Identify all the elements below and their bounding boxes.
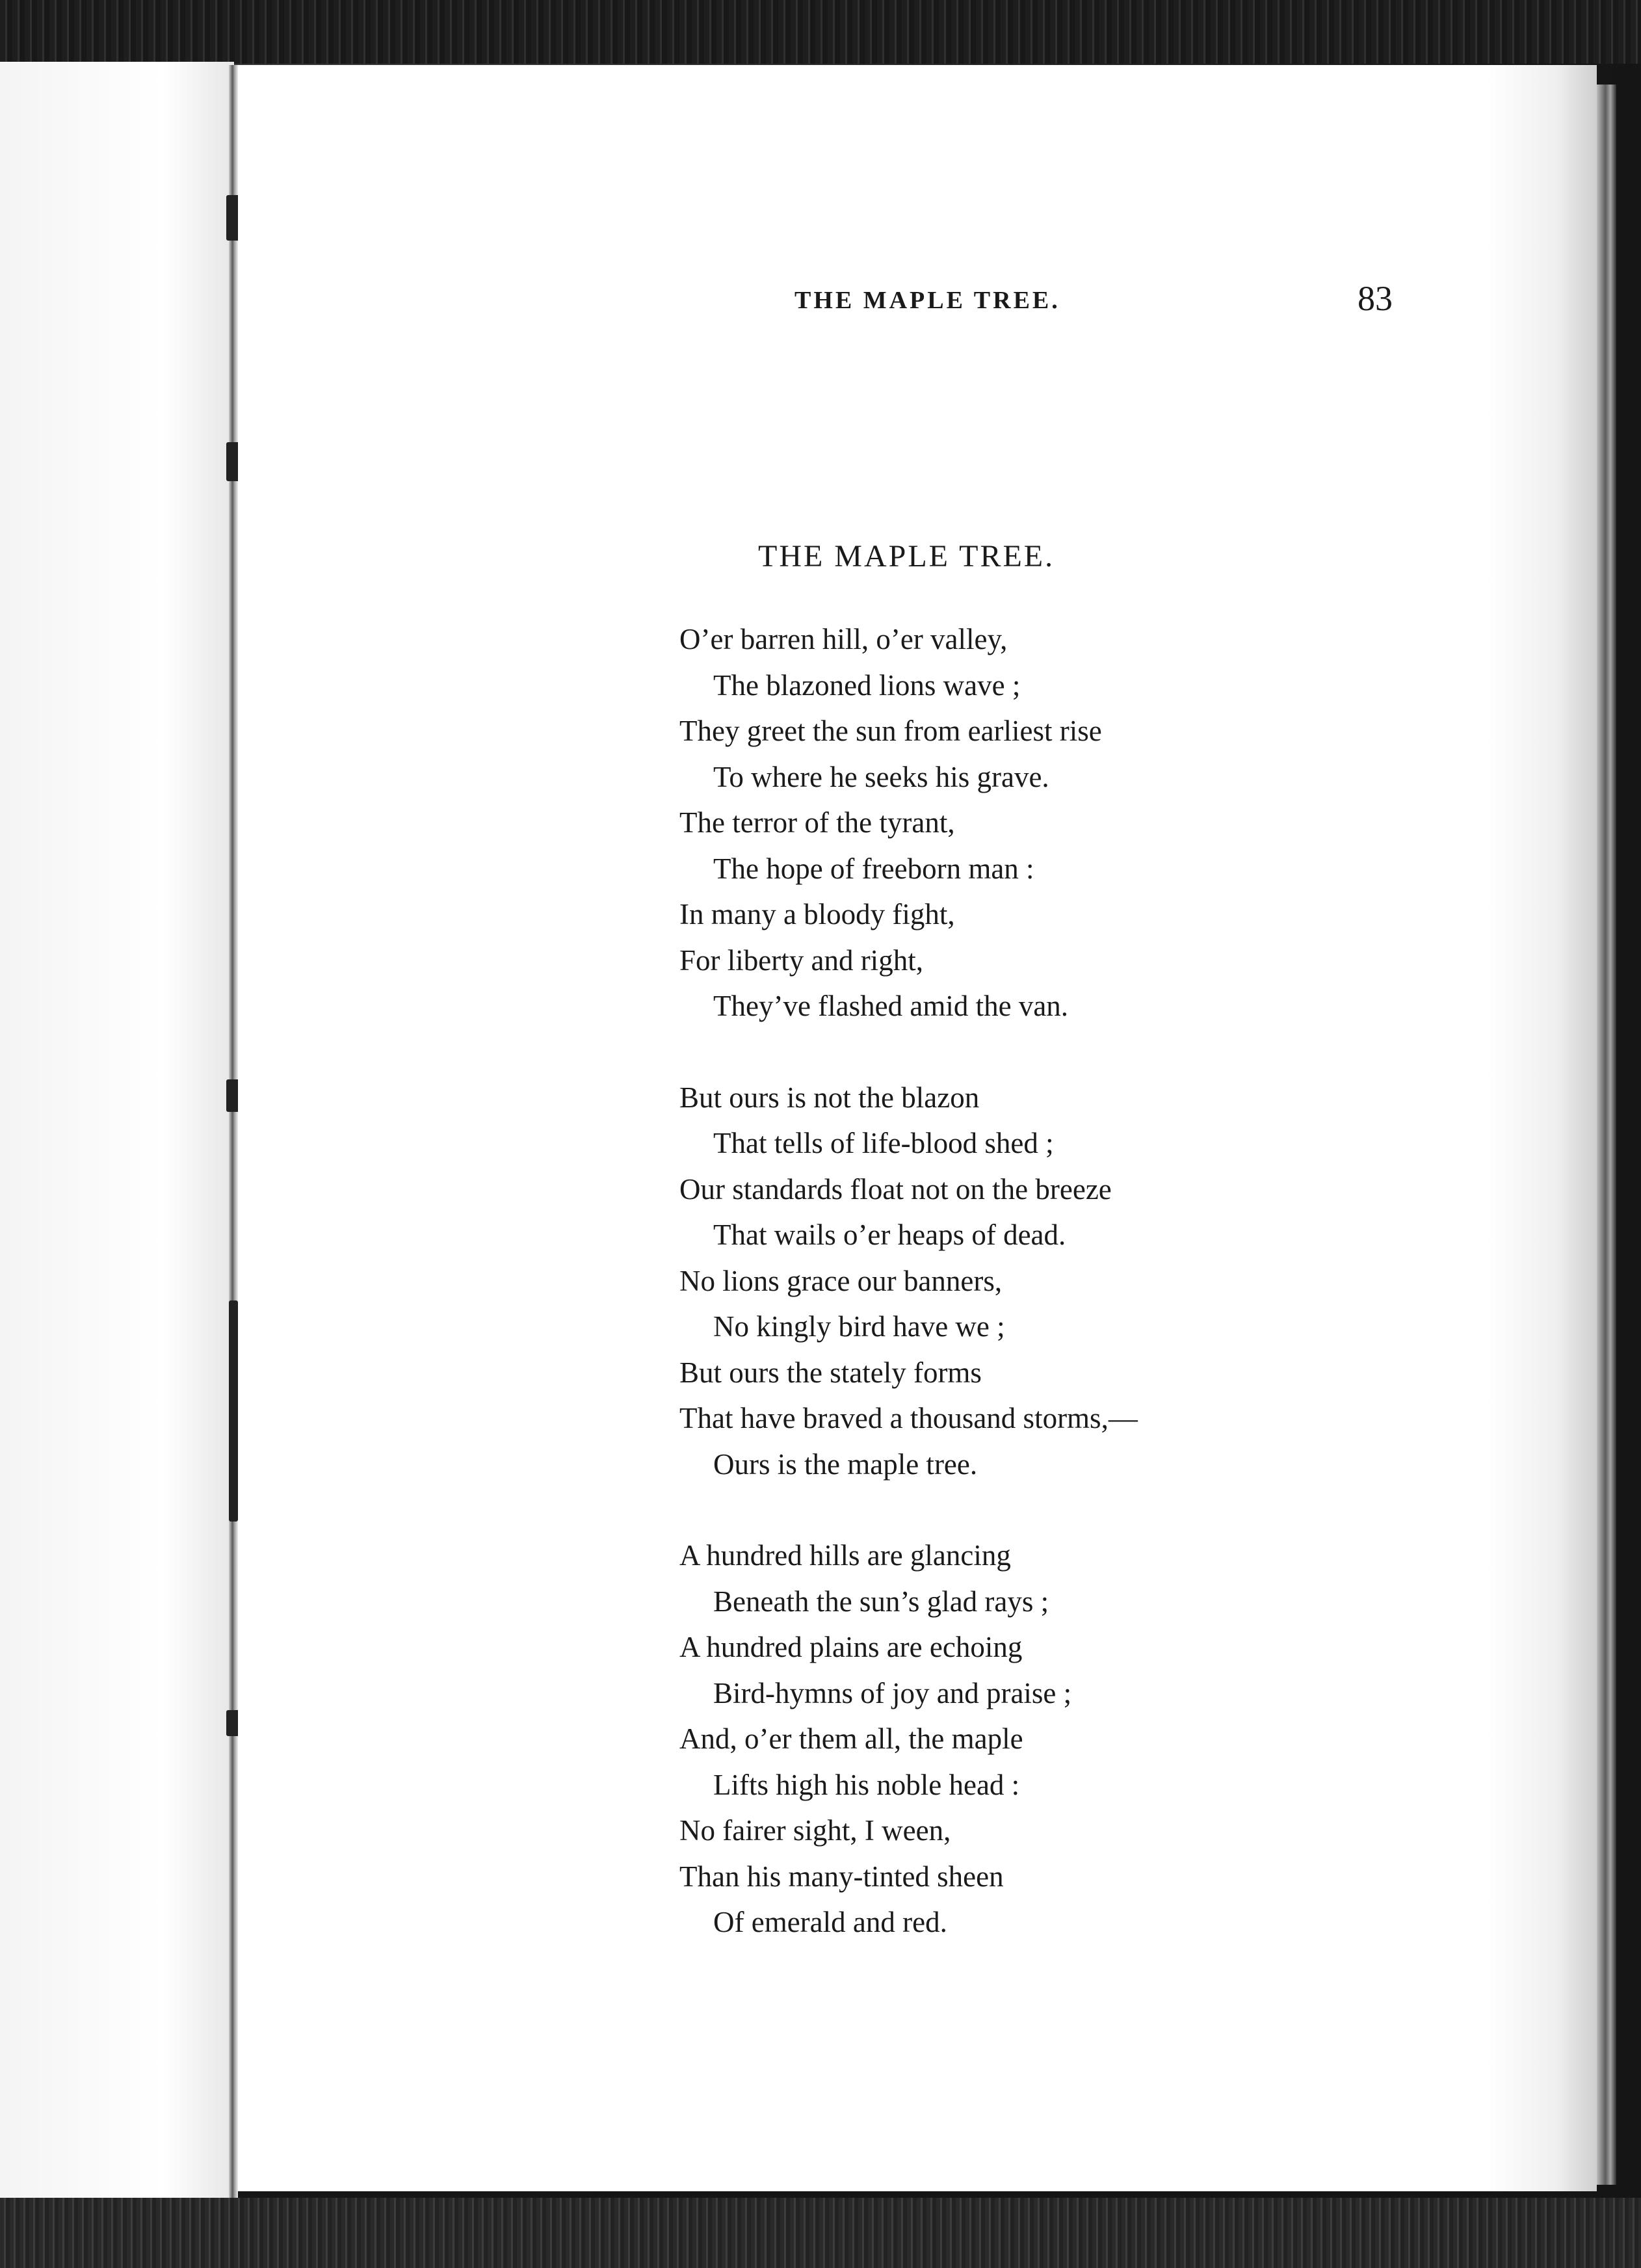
poem-line: Our standards float not on the breeze bbox=[679, 1172, 1112, 1206]
poem-line: Than his many-tinted sheen bbox=[679, 1860, 1004, 1893]
poem-line: No kingly bird have we ; bbox=[713, 1310, 1005, 1343]
poem-line: Lifts high his noble head : bbox=[713, 1768, 1020, 1801]
poem-line: The hope of freeborn man : bbox=[713, 852, 1034, 885]
poem-line: The blazoned lions wave ; bbox=[713, 668, 1021, 702]
scanner-background-bottom bbox=[0, 2198, 1641, 2268]
poem-line: And, o’er them all, the maple bbox=[679, 1722, 1023, 1755]
poem-line: Ours is the maple tree. bbox=[713, 1447, 978, 1481]
page-number: 83 bbox=[1358, 279, 1393, 318]
book-gutter bbox=[229, 65, 238, 2204]
poem-line: A hundred hills are glancing bbox=[679, 1539, 1011, 1572]
poem-line: Bird-hymns of joy and praise ; bbox=[713, 1676, 1072, 1709]
poem-line: That wails o’er heaps of dead. bbox=[713, 1219, 1066, 1251]
poem-line: Of emerald and red. bbox=[713, 1906, 947, 1938]
poem-line: In many a bloody fight, bbox=[679, 898, 955, 930]
poem-line: The terror of the tyrant, bbox=[679, 806, 955, 839]
poem-line: To where he seeks his grave. bbox=[713, 760, 1049, 793]
poem-title: THE MAPLE TREE. bbox=[758, 539, 1055, 574]
poem-line: But ours is not the blazon bbox=[679, 1081, 980, 1114]
facing-page-edge bbox=[0, 62, 234, 2208]
poem-line: They’ve flashed amid the van. bbox=[713, 990, 1069, 1022]
stanza bbox=[679, 1075, 1265, 1488]
poem-line: O’er barren hill, o’er valley, bbox=[679, 623, 1008, 655]
stanza bbox=[679, 1533, 1265, 1945]
poem-line: For liberty and right, bbox=[679, 943, 923, 977]
poem-line: A hundred plains are echoing bbox=[679, 1631, 1023, 1663]
stanza bbox=[679, 616, 1265, 1029]
poem-line: They greet the sun from earliest rise bbox=[679, 715, 1102, 747]
page-stack-edge bbox=[1597, 85, 1616, 2185]
poem-line: That have braved a thousand storms,— bbox=[679, 1402, 1138, 1434]
poem-line: No fairer sight, I ween, bbox=[679, 1814, 951, 1847]
poem-body bbox=[679, 616, 1265, 1991]
scanner-background-top bbox=[0, 0, 1641, 64]
poem-line: Beneath the sun’s glad rays ; bbox=[713, 1585, 1049, 1618]
poem-line: No lions grace our banners, bbox=[679, 1264, 1003, 1297]
running-head: THE MAPLE TREE. bbox=[794, 287, 1060, 314]
binding-mark bbox=[229, 1300, 238, 1522]
poem-line: But ours the stately forms bbox=[679, 1356, 982, 1389]
poem-line: That tells of life-blood shed ; bbox=[713, 1127, 1054, 1159]
